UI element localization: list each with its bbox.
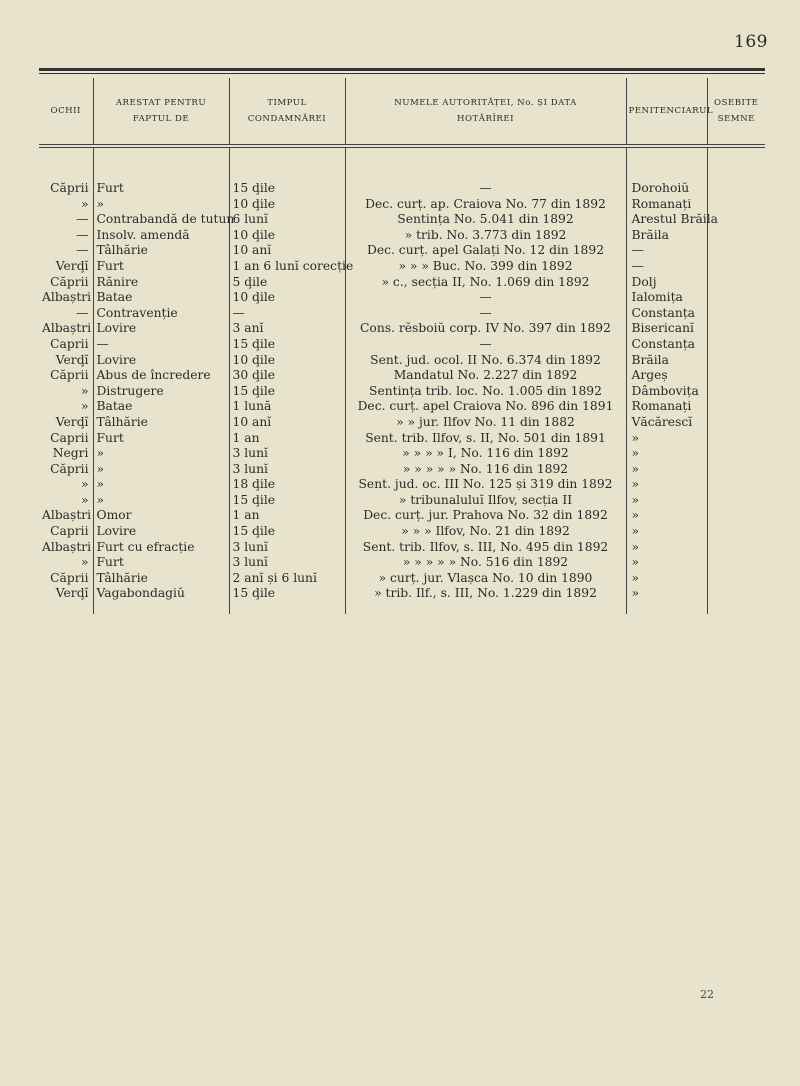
cell-semne: [707, 571, 765, 587]
cell-fapt: »: [93, 446, 229, 462]
cell-fapt: —: [93, 337, 229, 353]
cell-ochii: Verḑĭ: [55, 352, 89, 367]
cell-fapt: Tâlhărie: [93, 571, 229, 587]
cell-semne: [707, 321, 765, 337]
cell-penitenciar: Brăila: [626, 228, 707, 244]
cell-autoritate: Sent. jud. oc. III No. 125 și 319 din 1892: [345, 477, 626, 493]
cell-fapt: Rănire: [93, 275, 229, 291]
cell-ochii: Caprii: [50, 524, 89, 539]
table-row: [39, 228, 765, 244]
cell-ochii: »: [80, 399, 89, 414]
cell-semne: [707, 477, 765, 493]
cell-ochii: —: [76, 212, 89, 227]
cell-timp: —: [229, 306, 345, 322]
cell-ochii: Albaștri: [42, 290, 92, 305]
cell-timp: 1 lună: [229, 399, 345, 415]
cell-autoritate: » tribunaluluĭ Ilfov, secția II: [345, 493, 626, 509]
cell-fapt: »: [93, 462, 229, 478]
cell-autoritate: Sent. trib. Ilfov, s. III, No. 495 din 1892: [345, 540, 626, 556]
cell-fapt: Lovire: [93, 321, 229, 337]
cell-fapt: Lovire: [93, 524, 229, 540]
table-row: [39, 571, 765, 587]
cell-fapt: »: [93, 493, 229, 509]
spacer-row: [39, 146, 765, 181]
cell-timp: 10 ḑile: [229, 353, 345, 369]
cell-fapt: Insolv. amendă: [93, 228, 229, 244]
table-row: [39, 243, 765, 259]
cell-penitenciar: Dâmbovița: [626, 384, 707, 400]
table-row: [39, 306, 765, 322]
cell-ochii: Căprii: [50, 274, 89, 289]
table-row: [39, 368, 765, 384]
cell-fapt: Vagabondagiŭ: [93, 586, 229, 602]
cell-autoritate: Dec. curț. ap. Craiova No. 77 din 1892: [345, 197, 626, 213]
cell-ochii: »: [80, 383, 89, 398]
cell-ochii: »: [80, 492, 89, 507]
cell-fapt: Furt cu efracție: [93, 540, 229, 556]
cell-semne: [707, 462, 765, 478]
header-penitenciarul: PENITENCIARUL: [626, 78, 707, 146]
cell-fapt: Batae: [93, 290, 229, 306]
cell-semne: [707, 431, 765, 447]
table-row: [39, 446, 765, 462]
cell-ochii: Căprii: [50, 570, 89, 585]
cell-penitenciar: Constanța: [626, 306, 707, 322]
cell-penitenciar: »: [626, 571, 707, 587]
cell-timp: 3 lunĭ: [229, 446, 345, 462]
cell-timp: 3 lunĭ: [229, 540, 345, 556]
cell-penitenciar: »: [626, 524, 707, 540]
spacer-row: [39, 602, 765, 614]
table-row: [39, 524, 765, 540]
cell-ochii: —: [76, 243, 89, 258]
table-row: [39, 337, 765, 353]
cell-autoritate: —: [345, 337, 626, 353]
cell-ochii: »: [80, 477, 89, 492]
cell-semne: [707, 368, 765, 384]
cell-penitenciar: —: [626, 259, 707, 275]
cell-timp: 3 lunĭ: [229, 555, 345, 571]
table-row: [39, 462, 765, 478]
cell-semne: [707, 540, 765, 556]
cell-autoritate: Sent. trib. Ilfov, s. II, No. 501 din 1891: [345, 431, 626, 447]
cell-ochii: Albaștri: [42, 508, 92, 523]
cell-fapt: Abus de încredere: [93, 368, 229, 384]
cell-semne: [707, 384, 765, 400]
cell-timp: 15 ḑile: [229, 337, 345, 353]
cell-ochii: —: [76, 227, 89, 242]
cell-penitenciar: »: [626, 477, 707, 493]
cell-ochii: Căprii: [50, 368, 89, 383]
cell-timp: 5 ḑile: [229, 275, 345, 291]
cell-ochii: Caprii: [50, 336, 89, 351]
cell-autoritate: » c., secția II, No. 1.069 din 1892: [345, 275, 626, 291]
cell-autoritate: —: [345, 306, 626, 322]
cell-ochii: Căprii: [50, 461, 89, 476]
cell-penitenciar: Dorohoiŭ: [626, 181, 707, 197]
table-row: [39, 399, 765, 415]
cell-autoritate: » » » Buc. No. 399 din 1892: [345, 259, 626, 275]
table-row: [39, 353, 765, 369]
cell-ochii: Verḑĭ: [55, 414, 89, 429]
cell-penitenciar: Văcărescĭ: [626, 415, 707, 431]
cell-penitenciar: Brăila: [626, 353, 707, 369]
cell-fapt: Distrugere: [93, 384, 229, 400]
cell-timp: 10 ḑile: [229, 290, 345, 306]
cell-penitenciar: »: [626, 446, 707, 462]
cell-fapt: Contrabandă de tutun: [93, 212, 229, 228]
cell-penitenciar: »: [626, 586, 707, 602]
table-row: [39, 431, 765, 447]
cell-ochii: Albaștri: [42, 321, 92, 336]
cell-autoritate: » » jur. Ilfov No. 11 din 1882: [345, 415, 626, 431]
cell-timp: 1 an: [229, 431, 345, 447]
cell-autoritate: » trib. No. 3.773 din 1892: [345, 228, 626, 244]
table-row: [39, 259, 765, 275]
cell-penitenciar: »: [626, 493, 707, 509]
top-rule-thin: [39, 73, 765, 74]
cell-timp: 3 lunĭ: [229, 462, 345, 478]
register-table: [39, 78, 765, 614]
header-arestat: ARESTAT PENTRU FAPTUL DE: [93, 78, 229, 146]
cell-timp: 2 anĭ și 6 lunĭ: [229, 571, 345, 587]
cell-semne: [707, 446, 765, 462]
header-row: [39, 78, 765, 146]
cell-penitenciar: —: [626, 243, 707, 259]
cell-semne: [707, 228, 765, 244]
cell-timp: 15 ḑile: [229, 384, 345, 400]
cell-ochii: Verḑĭ: [55, 258, 89, 273]
header-semne: OSEBITE SEMNE: [707, 78, 765, 146]
table-row: [39, 290, 765, 306]
cell-fapt: Omor: [93, 508, 229, 524]
cell-timp: 1 an 6 lunĭ corecție: [229, 259, 345, 275]
cell-semne: [707, 181, 765, 197]
cell-semne: [707, 399, 765, 415]
cell-semne: [707, 353, 765, 369]
cell-semne: [707, 337, 765, 353]
cell-autoritate: » » » » I, No. 116 din 1892: [345, 446, 626, 462]
cell-semne: [707, 508, 765, 524]
cell-timp: 15 ḑile: [229, 524, 345, 540]
cell-autoritate: —: [345, 181, 626, 197]
cell-semne: [707, 586, 765, 602]
cell-autoritate: —: [345, 290, 626, 306]
cell-autoritate: Mandatul No. 2.227 din 1892: [345, 368, 626, 384]
cell-fapt: Lovire: [93, 353, 229, 369]
cell-autoritate: » » » » » No. 516 din 1892: [345, 555, 626, 571]
table-row: [39, 586, 765, 602]
cell-penitenciar: Romanați: [626, 399, 707, 415]
cell-timp: 10 anĭ: [229, 243, 345, 259]
header-ochii: OCHII: [39, 78, 93, 146]
cell-semne: [707, 493, 765, 509]
cell-timp: 10 anĭ: [229, 415, 345, 431]
cell-penitenciar: Bisericanĭ: [626, 321, 707, 337]
cell-ochii: »: [80, 196, 89, 211]
header-timpul: TIMPUL CONDAMNĂREI: [229, 78, 345, 146]
cell-semne: [707, 415, 765, 431]
cell-fapt: Batae: [93, 399, 229, 415]
cell-penitenciar: Dolj: [626, 275, 707, 291]
table-row: [39, 415, 765, 431]
cell-autoritate: Cons. rĕsboiŭ corp. IV No. 397 din 1892: [345, 321, 626, 337]
cell-timp: 6 lunĭ: [229, 212, 345, 228]
cell-timp: 15 ḑile: [229, 181, 345, 197]
cell-semne: [707, 555, 765, 571]
cell-penitenciar: Arestul Brăila: [626, 212, 707, 228]
cell-timp: 10 ḑile: [229, 228, 345, 244]
page-number: 169: [734, 32, 768, 52]
cell-ochii: Caprii: [50, 430, 89, 445]
cell-ochii: Căprii: [50, 181, 89, 195]
table-row: [39, 540, 765, 556]
cell-semne: [707, 197, 765, 213]
cell-autoritate: Dec. curț. apel Craiova No. 896 din 1891: [345, 399, 626, 415]
header-autoritatea: NUMELE AUTORITĂȚEI, No. ȘI DATA HOTĂRÎREI: [345, 78, 626, 146]
cell-autoritate: Sent. jud. ocol. II No. 6.374 din 1892: [345, 353, 626, 369]
cell-penitenciar: »: [626, 462, 707, 478]
cell-fapt: Furt: [93, 181, 229, 197]
cell-autoritate: » curț. jur. Vlașca No. 10 din 1890: [345, 571, 626, 587]
cell-timp: 15 ḑile: [229, 493, 345, 509]
table-row: [39, 555, 765, 571]
cell-timp: 18 ḑile: [229, 477, 345, 493]
cell-autoritate: » » » » » No. 116 din 1892: [345, 462, 626, 478]
cell-penitenciar: »: [626, 555, 707, 571]
cell-autoritate: Dec. curț. jur. Prahova No. 32 din 1892: [345, 508, 626, 524]
cell-autoritate: Dec. curț. apel Galați No. 12 din 1892: [345, 243, 626, 259]
cell-autoritate: » trib. Ilf., s. III, No. 1.229 din 1892: [345, 586, 626, 602]
cell-penitenciar: Ialomița: [626, 290, 707, 306]
cell-semne: [707, 290, 765, 306]
cell-penitenciar: »: [626, 508, 707, 524]
cell-fapt: Furt: [93, 259, 229, 275]
cell-ochii: »: [80, 555, 89, 570]
cell-semne: [707, 259, 765, 275]
table-row: [39, 493, 765, 509]
cell-ochii: —: [76, 305, 89, 320]
table-row: [39, 212, 765, 228]
table-row: [39, 384, 765, 400]
cell-ochii: Verḑĭ: [55, 586, 89, 601]
cell-ochii: Negri: [52, 446, 89, 461]
cell-timp: 10 ḑile: [229, 197, 345, 213]
top-rule: [39, 68, 765, 71]
table-row: [39, 197, 765, 213]
table-row: [39, 181, 765, 197]
table-row: [39, 321, 765, 337]
cell-autoritate: Sentința No. 5.041 din 1892: [345, 212, 626, 228]
cell-penitenciar: Constanța: [626, 337, 707, 353]
cell-timp: 30 ḑile: [229, 368, 345, 384]
table-row: [39, 508, 765, 524]
cell-penitenciar: Argeș: [626, 368, 707, 384]
cell-penitenciar: »: [626, 540, 707, 556]
cell-semne: [707, 524, 765, 540]
cell-fapt: »: [93, 477, 229, 493]
cell-fapt: Tâlhărie: [93, 243, 229, 259]
cell-timp: 15 ḑile: [229, 586, 345, 602]
cell-timp: 1 an: [229, 508, 345, 524]
cell-timp: 3 anĭ: [229, 321, 345, 337]
cell-penitenciar: Romanați: [626, 197, 707, 213]
cell-fapt: Tâlhărie: [93, 415, 229, 431]
cell-fapt: »: [93, 197, 229, 213]
cell-semne: [707, 243, 765, 259]
table-row: [39, 477, 765, 493]
cell-ochii: Albaștri: [42, 539, 92, 554]
table-row: [39, 275, 765, 291]
footer-signature: 22: [700, 988, 714, 1001]
cell-penitenciar: »: [626, 431, 707, 447]
cell-autoritate: » » » Ilfov, No. 21 din 1892: [345, 524, 626, 540]
cell-fapt: Furt: [93, 431, 229, 447]
cell-fapt: Contravenție: [93, 306, 229, 322]
cell-semne: [707, 275, 765, 291]
cell-autoritate: Sentința trib. loc. No. 1.005 din 1892: [345, 384, 626, 400]
cell-semne: [707, 306, 765, 322]
cell-fapt: Furt: [93, 555, 229, 571]
